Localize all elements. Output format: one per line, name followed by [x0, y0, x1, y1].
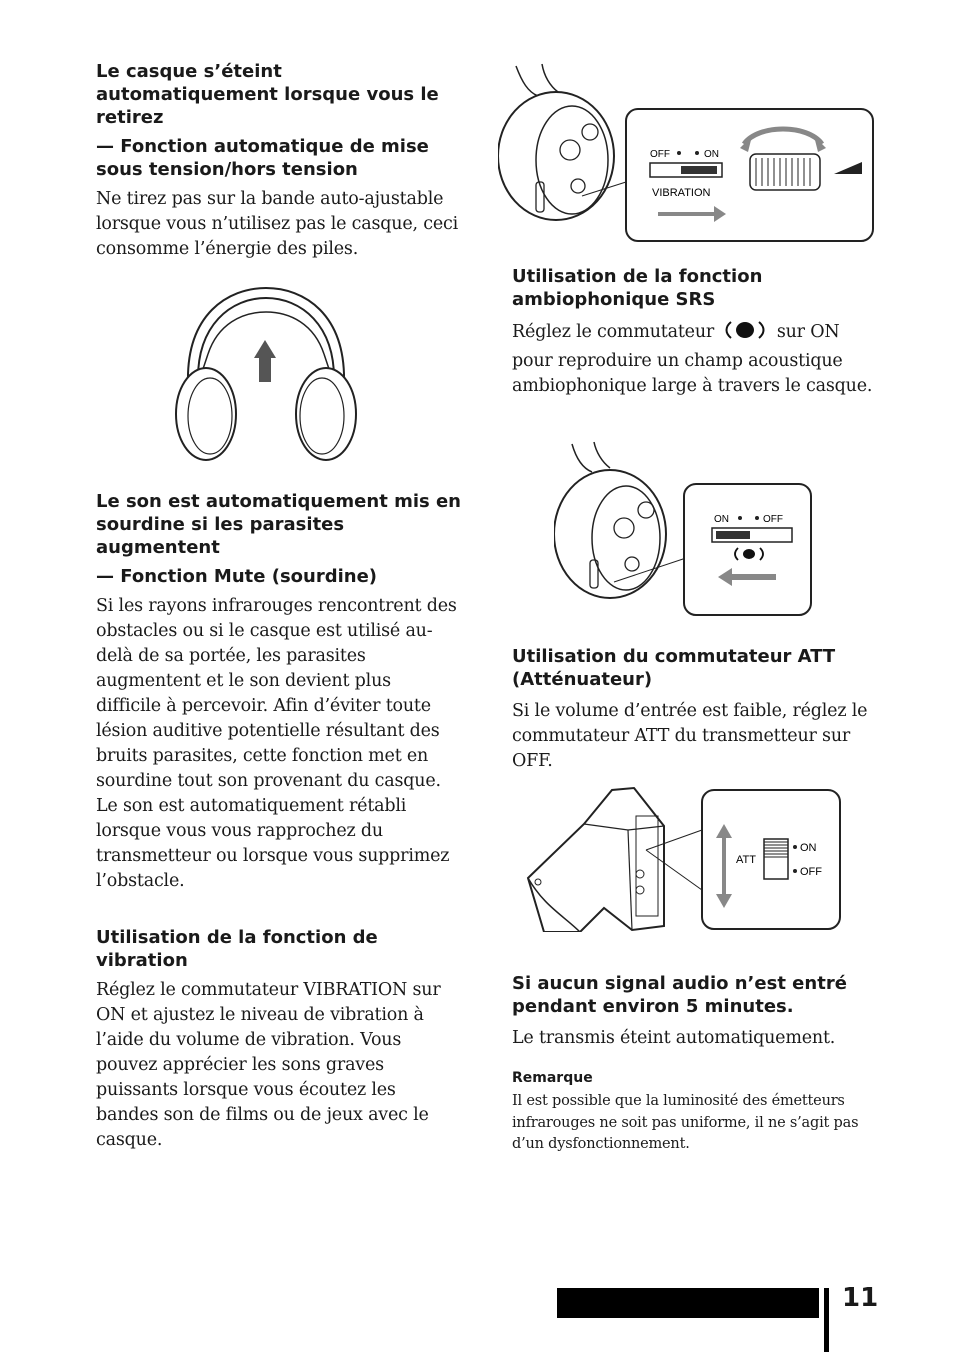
left-column	[96, 60, 461, 262]
srs-switch-figure	[554, 440, 816, 620]
page-number: 11	[842, 1283, 879, 1313]
vib-switch-label: VIBRATION	[652, 187, 711, 199]
srs-heading: Utilisation de la fonction ambiophonique SRS	[512, 266, 763, 310]
no-signal-body: Le transmis éteint automatiquement.	[512, 1028, 836, 1048]
vibration-heading: Utilisation de la fonction de vibration	[96, 927, 378, 971]
srs-icon	[723, 319, 767, 349]
left-column-lower	[96, 490, 461, 1153]
footer-bar	[557, 1288, 819, 1318]
srs-section	[512, 265, 882, 399]
auto-off-subheading: — Fonction automatique de mise sous tension/hors tension	[96, 136, 429, 180]
no-signal-section	[512, 972, 882, 1156]
att-section	[512, 645, 882, 774]
headphones-figure	[168, 284, 364, 464]
note-body: Il est possible que la luminosité des émetteurs infrarouges ne soit pas uniforme, il ne s’agit pas d’un dysfonctionnement.	[512, 1093, 859, 1152]
vibration-body: Réglez le commutateur VIBRATION sur ON et ajustez le niveau de vibration à l’aide du volume de vibration. Vous pouvez apprécier les sons graves puissants lorsque vous écoutez les bandes son de films ou de jeux avec le casque.	[96, 980, 441, 1150]
srs-body-after: sur ON pour reproduire un champ acoustique ambiophonique large à travers le casque.	[512, 322, 873, 396]
auto-off-heading: Le casque s’éteint automatiquement lorsque vous le retirez	[96, 61, 439, 128]
att-body: Si le volume d’entrée est faible, réglez le commutateur ATT du transmetteur sur OFF.	[512, 701, 868, 771]
srs-on-label: ON	[714, 514, 729, 525]
vib-on-label: ON	[704, 149, 719, 160]
auto-off-body: Ne tirez pas sur la bande auto-ajustable lorsque vous n’utilisez pas le casque, ceci consomme l’énergie des piles.	[96, 189, 458, 259]
vib-off-label: OFF	[650, 149, 670, 160]
att-on-label: ON	[800, 842, 817, 854]
no-signal-heading: Si aucun signal audio n’est entré pendant environ 5 minutes.	[512, 973, 847, 1017]
srs-body-before: Réglez le commutateur	[512, 322, 715, 342]
att-heading: Utilisation du commutateur ATT (Atténuateur)	[512, 646, 836, 690]
att-off-label: OFF	[800, 866, 822, 878]
att-switch-figure	[524, 786, 846, 932]
att-label: ATT	[736, 854, 756, 866]
mute-body: Si les rayons infrarouges rencontrent des obstacles ou si le casque est utilisé au-delà de sa portée, les parasites augmentent et le son devient plus difficile à percevoir. Afin d’éviter toute lésion auditive potentielle résultant des bruits parasites, cette fonction met en sourdine tout son provenant du casque. Le son est automatiquement rétabli lorsque vous vous rapprochez du transmetteur ou lorsque vous supprimez l’obstacle.	[96, 596, 457, 891]
footer-rule	[824, 1288, 829, 1352]
srs-body	[512, 319, 882, 399]
srs-off-label: OFF	[763, 514, 783, 525]
note-heading: Remarque	[512, 1070, 593, 1086]
mute-heading: Le son est automatiquement mis en sourdine si les parasites augmentent	[96, 491, 461, 558]
mute-subheading: — Fonction Mute (sourdine)	[96, 566, 378, 587]
vibration-switch-figure	[498, 62, 878, 246]
